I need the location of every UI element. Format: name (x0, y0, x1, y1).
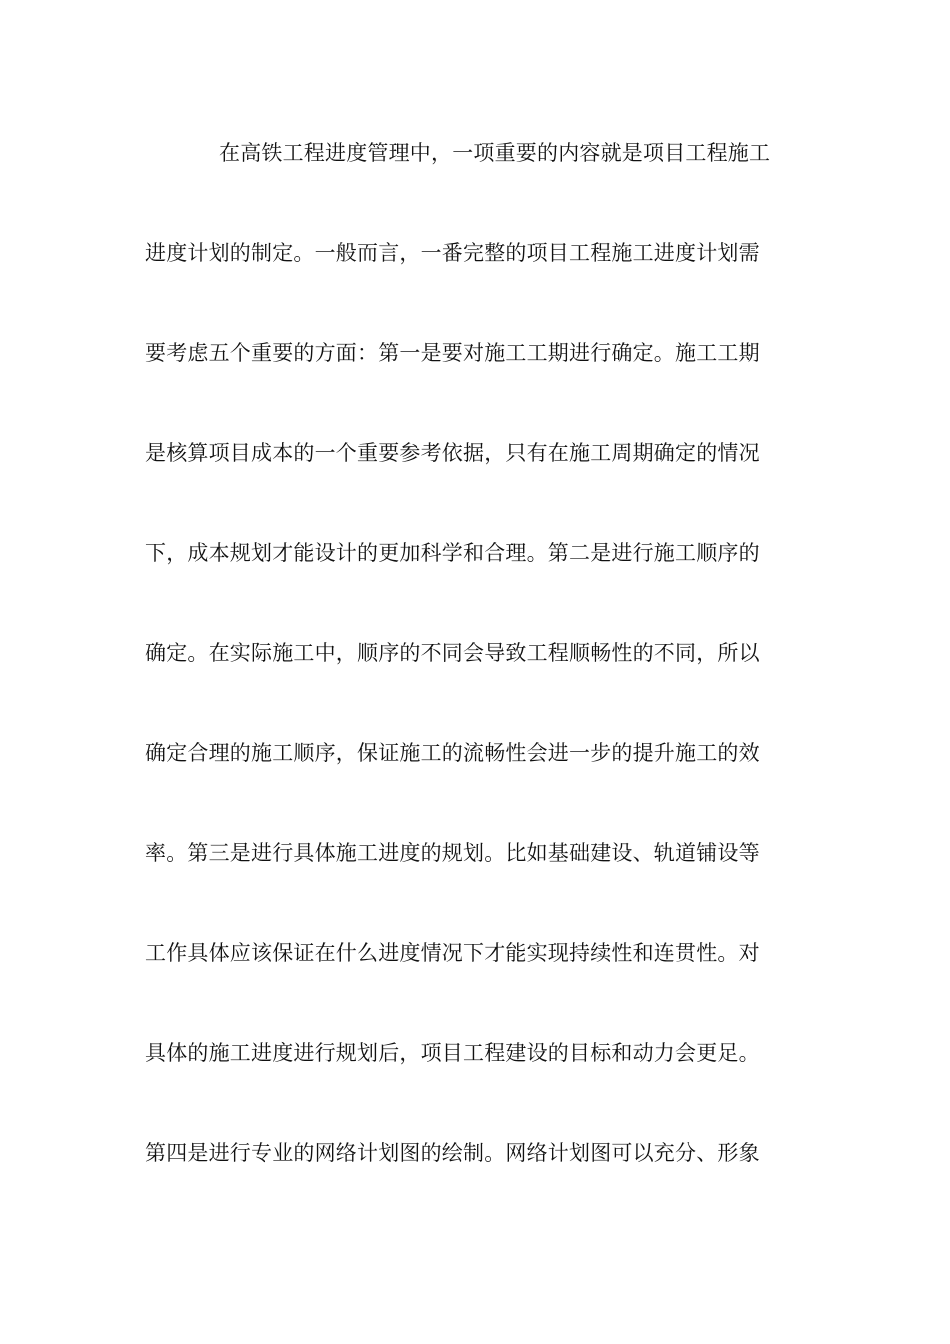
paragraph-line-5: 下，成本规划才能设计的更加科学和合理。第二是进行施工顺序的 (145, 541, 760, 565)
paragraph-line-2: 进度计划的制定。一般而言，一番完整的项目工程施工进度计划需 (145, 241, 760, 265)
paragraph-line-8: 率。第三是进行具体施工进度的规划。比如基础建设、轨道铺设等 (145, 841, 760, 865)
paragraph-line-1: 在高铁工程进度管理中，一项重要的内容就是项目工程施工 (219, 141, 771, 165)
paragraph-line-10: 具体的施工进度进行规划后，项目工程建设的目标和动力会更足。 (145, 1041, 760, 1065)
paragraph-line-9: 工作具体应该保证在什么进度情况下才能实现持续性和连贯性。对 (145, 941, 760, 965)
paragraph-line-7: 确定合理的施工顺序，保证施工的流畅性会进一步的提升施工的效 (145, 741, 760, 765)
paragraph-line-4: 是核算项目成本的一个重要参考依据，只有在施工周期确定的情况 (145, 441, 760, 465)
paragraph-line-3: 要考虑五个重要的方面：第一是要对施工工期进行确定。施工工期 (145, 341, 760, 365)
body-paragraph (145, 133, 810, 1233)
paragraph-line-11: 第四是进行专业的网络计划图的绘制。网络计划图可以充分、形象 (145, 1141, 760, 1165)
paragraph-line-6: 确定。在实际施工中，顺序的不同会导致工程顺畅性的不同，所以 (145, 641, 760, 665)
